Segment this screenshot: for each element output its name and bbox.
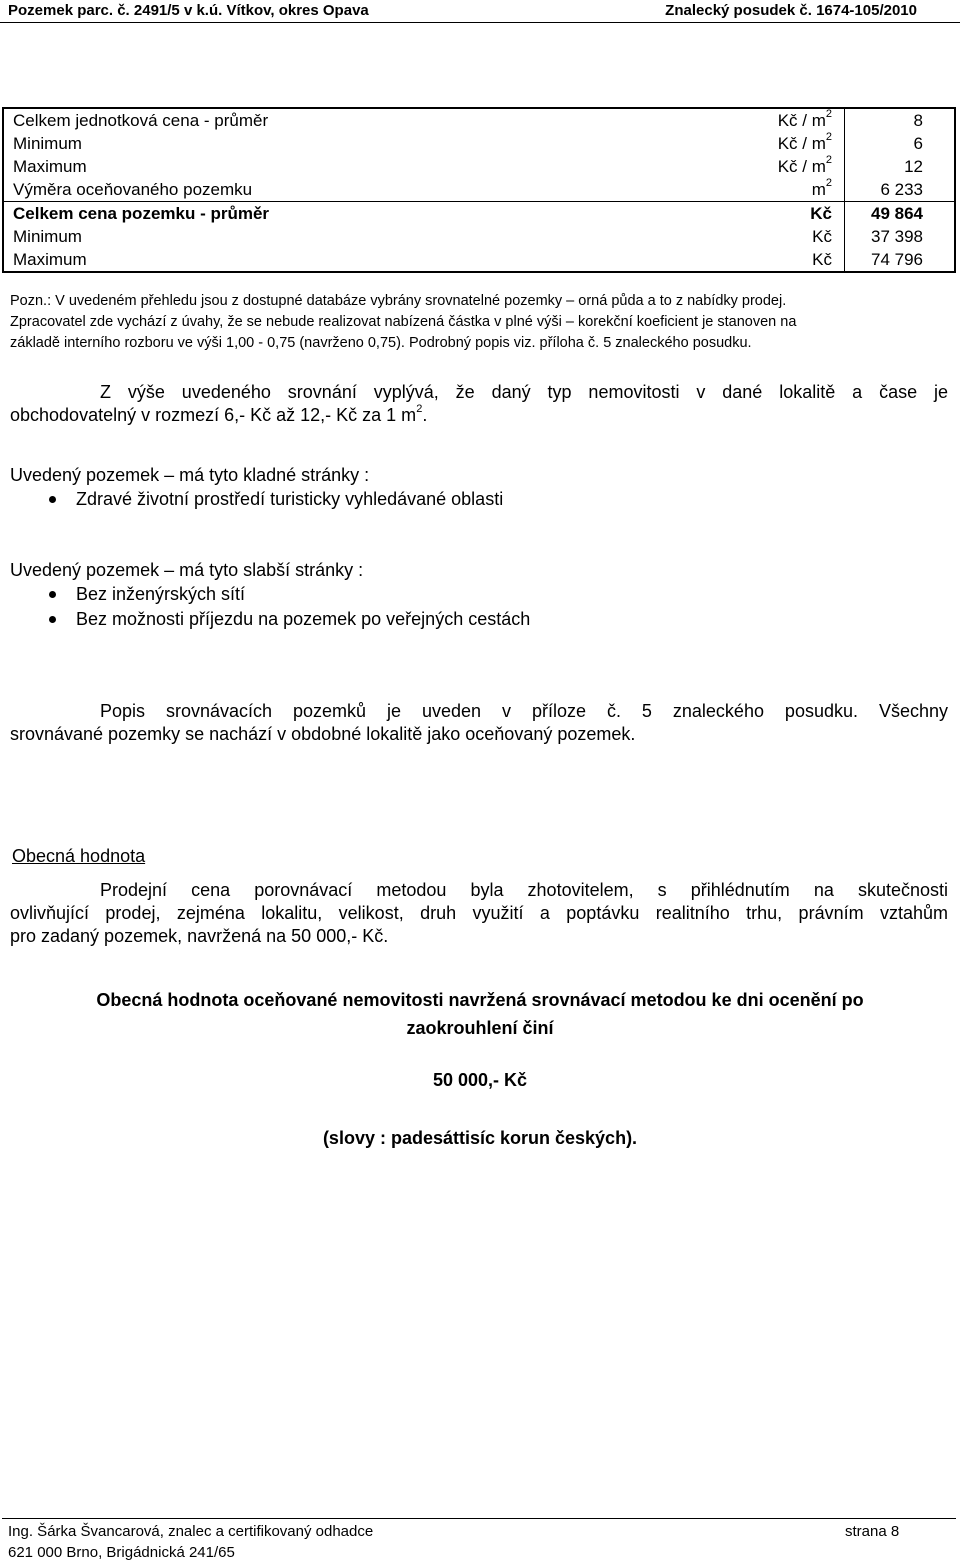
footer-author (8, 1521, 373, 1563)
conclusion-line-1: Z výše uvedeného srovnání vyplývá, že daný typ nemovitosti v dané lokalitě a čase je (100, 382, 948, 402)
summary-unit-text: Kč / m (777, 157, 826, 176)
summary-row (3, 108, 955, 132)
summary-unit-text: Kč (812, 227, 832, 246)
bullet-icon (49, 591, 56, 598)
footer-author-name: Ing. Šárka Švancarová, znalec a certifikovaný odhadce (8, 1523, 374, 1540)
bullet-text: Bez možnosti příjezdu na pozemek po veřejných cestách (76, 609, 531, 629)
note-line-1: Pozn.: V uvedeném přehledu jsou z dostupné databáze vybrány srovnatelné pozemky – orná půda a to z nabídky prodej. (10, 293, 787, 309)
final-amount-in-words: (slovy : padesáttisíc korun českých). (322, 1128, 638, 1148)
note-line-2: Zpracovatel zde vychází z úvahy, že se nebude realizovat nabízená částka v plné výši – korekční koeficient je stanoven na (10, 314, 797, 330)
summary-value: 74 796 (871, 250, 923, 269)
comparison-line-2: srovnávané pozemky se nachází v obdobné lokalitě jako oceňovaný pozemek. (10, 724, 636, 744)
summary-label: Maximum (13, 250, 87, 269)
page-header (0, 0, 960, 23)
bullet-text: Zdravé životní prostředí turisticky vyhledávané oblasti (76, 489, 504, 509)
summary-value: 37 398 (871, 227, 923, 246)
weaknesses-section (10, 559, 950, 632)
summary-unit-text: Kč (812, 250, 832, 269)
summary-row (3, 132, 955, 155)
bullet-icon (49, 616, 56, 623)
summary-label: Minimum (13, 134, 82, 153)
summary-unit (573, 202, 845, 226)
bullet-icon (49, 496, 56, 503)
strengths-section (10, 464, 950, 512)
summary-label: Výměra oceňovaného pozemku (13, 180, 253, 199)
summary-value: 8 (913, 111, 923, 130)
page-number: strana 8 (845, 1523, 900, 1540)
summary-unit-text: Kč (810, 204, 832, 223)
summary-unit (573, 248, 845, 272)
conclusion-paragraph (10, 381, 948, 427)
header-subject: Pozemek parc. č. 2491/5 v k.ú. Vítkov, okres Opava (8, 2, 369, 19)
general-value-line-1: Prodejní cena porovnávací metodou byla zhotovitelem, s přihlédnutím na skutečnosti (100, 880, 948, 900)
conclusion-sup: 2 (416, 403, 423, 415)
weaknesses-list (0, 582, 950, 632)
price-summary-table (2, 107, 956, 273)
note-line-3: základě interního rozboru ve výši 1,00 - 0,75 (navrženo 0,75). Podrobný popis viz. příloha č. 5 znaleckého posudku. (10, 335, 752, 351)
summary-unit-text: m (811, 180, 826, 199)
summary-label: Minimum (13, 227, 82, 246)
strengths-heading: Uvedený pozemek – má tyto kladné stránky : (10, 465, 370, 485)
summary-label: Celkem cena pozemku - průměr (3, 202, 573, 226)
summary-row (3, 155, 955, 178)
summary-value: 6 233 (880, 180, 923, 199)
summary-unit-sup: 2 (825, 108, 832, 121)
footer-divider (2, 1518, 956, 1519)
general-value-line-2: ovlivňující prodej, zejména lokalitu, velikost, druh využití a poptávku realitního trhu, právním vztahům (10, 903, 948, 923)
header-report-number: Znalecký posudek č. 1674-105/2010 (665, 2, 917, 19)
note-paragraph (10, 291, 950, 354)
summary-unit (573, 108, 845, 132)
bullet-item (0, 582, 950, 607)
summary-row (3, 202, 955, 226)
comparison-description (10, 700, 948, 746)
final-line-2: zaokrouhlení činí (406, 1018, 554, 1038)
summary-unit-sup: 2 (825, 177, 832, 190)
price-summary-body (3, 108, 955, 272)
summary-value: 6 (913, 134, 923, 153)
final-line-1: Obecná hodnota oceňované nemovitosti navržená srovnávací metodou ke dni ocenění po (96, 990, 864, 1010)
weaknesses-heading: Uvedený pozemek – má tyto slabší stránky : (10, 560, 364, 580)
summary-unit-text: Kč / m (777, 111, 826, 130)
summary-label: Maximum (13, 157, 87, 176)
summary-unit (573, 225, 845, 248)
conclusion-line-2-end: . (422, 405, 428, 425)
conclusion-line-2 (10, 404, 948, 427)
summary-label: Celkem jednotková cena - průměr (13, 111, 269, 130)
summary-value: 12 (904, 157, 923, 176)
summary-unit-sup: 2 (825, 131, 832, 144)
strengths-list (0, 487, 950, 512)
footer-author-address: 621 000 Brno, Brigádnická 241/65 (8, 1544, 235, 1561)
general-value-heading: Obecná hodnota (12, 846, 146, 866)
conclusion-line-2-text: obchodovatelný v rozmezí 6,- Kč až 12,- Kč za 1 m (10, 405, 417, 425)
summary-unit-text: Kč / m (777, 134, 826, 153)
summary-row (3, 225, 955, 248)
summary-unit (573, 155, 845, 178)
summary-unit-sup: 2 (825, 154, 832, 167)
bullet-text: Bez inženýrských sítí (76, 584, 246, 604)
bullet-item (0, 607, 950, 632)
summary-unit (573, 178, 845, 202)
final-amount: 50 000,- Kč (432, 1070, 528, 1090)
summary-unit (573, 132, 845, 155)
summary-row (3, 248, 955, 272)
bullet-item (0, 487, 950, 512)
general-value-line-3: pro zadaný pozemek, navržená na 50 000,- Kč. (10, 926, 389, 946)
general-value-paragraph (10, 879, 948, 948)
final-statement (0, 986, 960, 1042)
summary-value: 49 864 (845, 202, 956, 226)
summary-row (3, 178, 955, 202)
comparison-line-1: Popis srovnávacích pozemků je uveden v příloze č. 5 znaleckého posudku. Všechny (100, 701, 948, 721)
